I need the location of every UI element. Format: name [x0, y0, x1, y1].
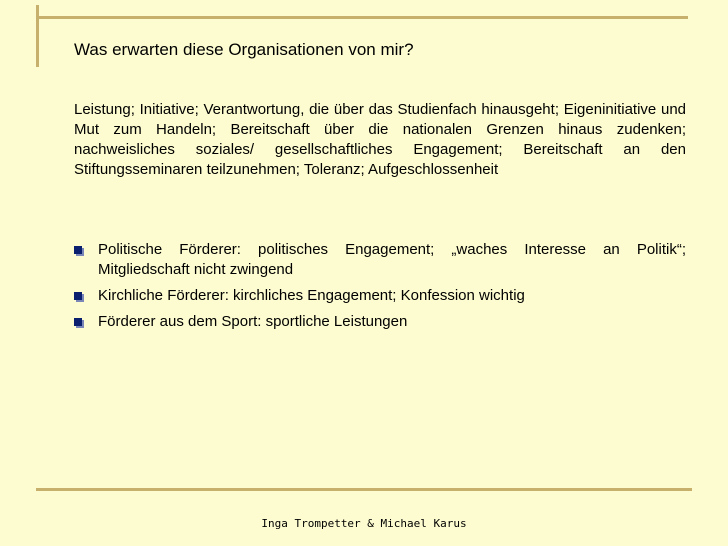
bullet-item-church — [74, 286, 686, 306]
bottom-rule — [36, 488, 692, 491]
bullet-item-political — [74, 240, 686, 280]
bullet-text: Kirchliche Förderer: kirchliches Engagement; Konfession wichtig — [98, 287, 525, 304]
slide-footer: Inga Trompetter & Michael Karus — [261, 517, 467, 530]
top-rule — [36, 16, 688, 19]
bullet-list — [74, 240, 686, 338]
square-bullet-icon — [74, 246, 82, 254]
square-bullet-icon — [74, 318, 82, 326]
bullet-item-sport — [74, 312, 686, 332]
bullet-text: Politische Förderer: politisches Engagement; „waches Interesse an Politik“; Mitgliedschaft nicht zwingend — [98, 241, 686, 278]
bullet-text: Förderer aus dem Sport: sportliche Leistungen — [98, 313, 408, 330]
slide-heading: Was erwarten diese Organisationen von mir? — [74, 40, 414, 59]
left-rule — [36, 5, 39, 67]
square-bullet-icon — [74, 292, 82, 300]
slide-paragraph: Leistung; Initiative; Verantwortung, die über das Studienfach hinausgeht; Eigeninitiative und Mut zum Handeln; Bereitschaft über die nationalen Grenzen hinaus zudenken; nachweisliches soziales/ gesellschaftliches Engagement; Bereitschaft an den Stiftungsseminaren teilzunehmen; Toleranz; Aufgeschlossenheit — [74, 101, 686, 178]
